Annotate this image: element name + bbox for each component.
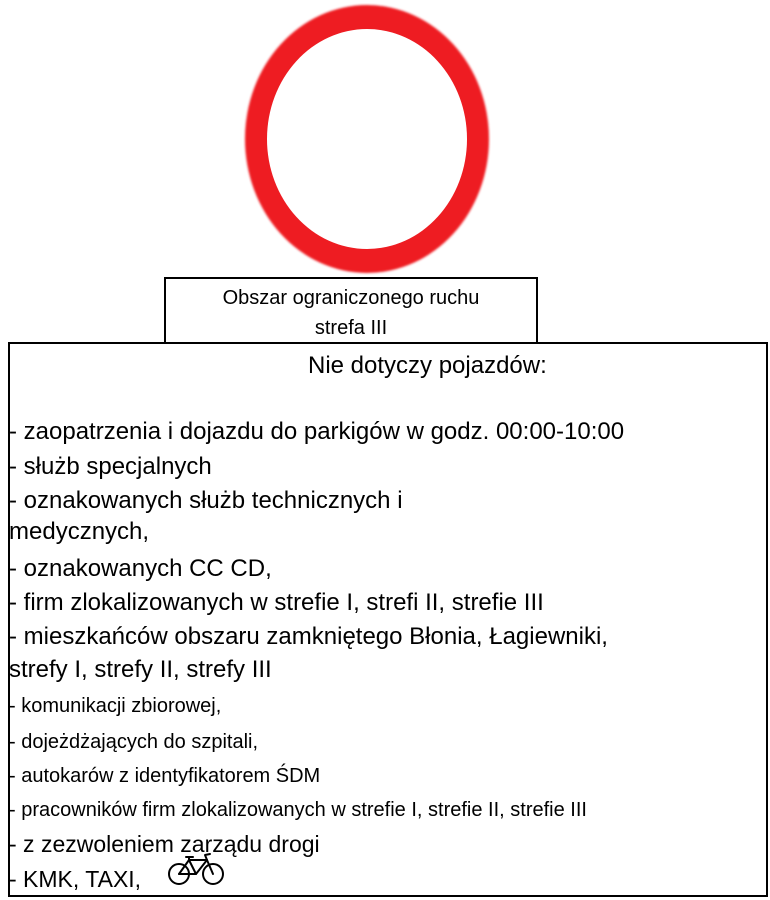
zone-plate	[164, 277, 538, 344]
exception-line: - oznakowanych służb technicznych i	[9, 487, 403, 514]
exception-line: strefy I, strefy II, strefy III	[9, 656, 272, 683]
zone-plate-title: Obszar ograniczonego ruchu	[222, 287, 480, 309]
exception-line: - pracowników firm zlokalizowanych w strefie I, strefie II, strefie III	[9, 799, 587, 821]
exception-line: - z zezwoleniem zarządu drogi	[9, 831, 320, 857]
exception-line: - służb specjalnych	[9, 453, 212, 480]
zone-plate-subtitle: strefa III	[314, 317, 388, 339]
no-entry-sign-icon	[243, 3, 491, 275]
exception-line: - autokarów z identyfikatorem ŚDM	[9, 765, 321, 787]
exception-line: - oznakowanych CC CD,	[9, 555, 272, 582]
exception-line: - zaopatrzenia i dojazdu do parkigów w godz. 00:00-10:00	[9, 418, 625, 445]
exception-line: - mieszkańców obszaru zamkniętego Błonia, Łagiewniki,	[9, 623, 608, 650]
exceptions-panel	[8, 342, 768, 897]
exception-line: - komunikacji zbiorowej,	[9, 695, 222, 717]
exception-line: - KMK, TAXI,	[9, 866, 142, 892]
exception-line: medycznych,	[9, 518, 150, 545]
exception-line: - dojeżdżających do szpitali,	[9, 731, 259, 753]
exceptions-heading: Nie dotyczy pojazdów:	[308, 352, 547, 379]
exception-line: - firm zlokalizowanych w strefie I, strefi II, strefie III	[9, 589, 544, 616]
bicycle-icon	[167, 852, 225, 886]
